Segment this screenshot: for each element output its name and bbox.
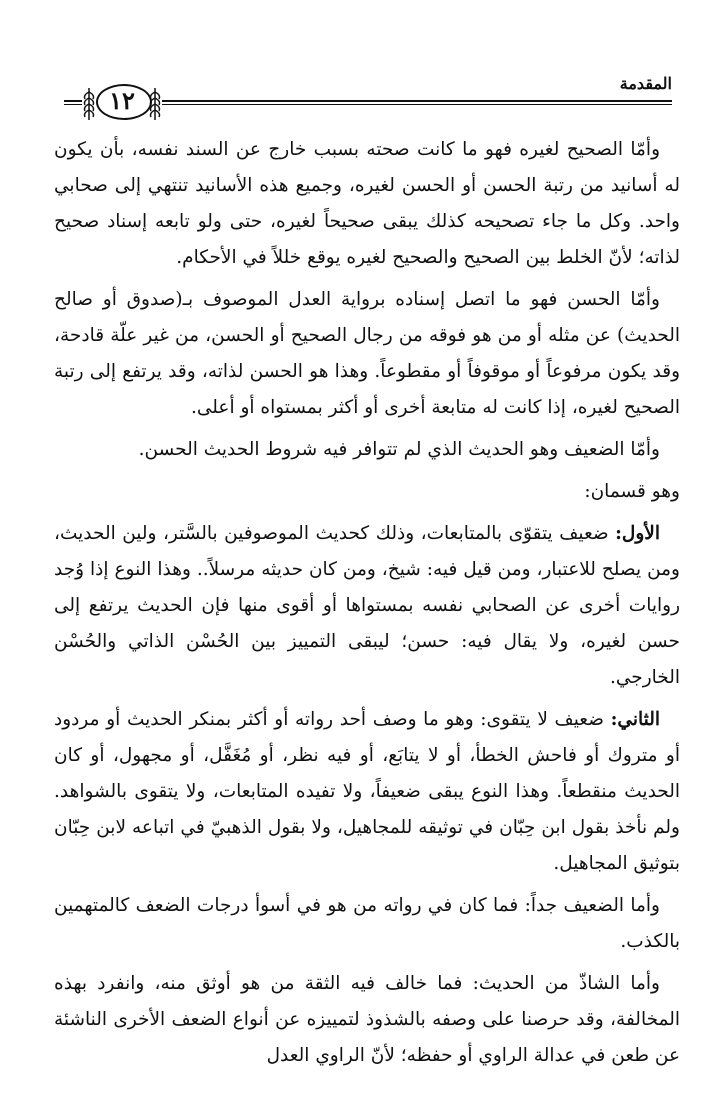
running-header-title: المقدمة (612, 74, 672, 93)
page-number-frame (82, 82, 162, 118)
page-header (64, 74, 672, 114)
header-rule (162, 100, 672, 105)
leaf-ornament-icon (82, 86, 96, 122)
paragraph: وأمّا الصحيح لغيره فهو ما كانت صحته بسبب خارج عن السند نفسه، بأن يكون له أسانيد من رتبة الحسن أو الحسن لغيره، وجميع هذه الأسانيد تنتهي إلى صحابي واحد. وكل ما جاء تصحيحه كذلك يبقى صحيحاً لغيره، حتى ولو تابعه إسناد صحيح لذاته؛ لأنّ الخلط بين الصحيح والصحيح لغيره يوقع خللاً في الأحكام. (54, 139, 681, 268)
paragraph: وأما الشاذّ من الحديث: فما خالف فيه الثقة من هو أوثق منه، وانفرد بهذه المخالفة، وقد حرصنا على وصفه بالشذوذ لتمييزه عن أنواع الضعف الأخرى الناشئة عن طعن في عدالة الراوي أو حفظه؛ لأنّ الراوي العدل (54, 973, 680, 1066)
paragraph: وأمّا الضعيف وهو الحديث الذي لم تتوافر فيه شروط الحديث الحسن. (138, 439, 660, 460)
paragraph: الأول: ضعيف يتقوّى بالمتابعات، وذلك كحديث الموصوفين بالسَّتر، ولين الحديث، ومن يصلح للاعتبار، ومن قيل فيه: شيخ، ومن كان حديثه مرسلاً.. وهذا النوع إذا وُجد روايات أخرى عن الصحابي نفسه بمستواها أو أقوى منها فإن الحديث يرتفع إلى حسن لغيره، ولا يقال فيه: حسن؛ ليبقى التمييز بين الحُسْن الذاتي والحُسْن الخارجي. (54, 523, 680, 688)
paragraph: وأمّا الحسن فهو ما اتصل إسناده برواية العدل الموصوف بـ(صدوق أو صالح الحديث) عن مثله أو من هو فوقه من رجال الصحيح أو الحسن، من غير علّة قادحة، وقد يكون مرفوعاً أو موقوفاً أو مقطوعاً. وهذا هو الحسن لذاته، وقد يرتفع إلى رتبة الصحيح لغيره، إذا كانت له متابعة أخرى أو أكثر بمستواه أو أعلى. (54, 289, 680, 418)
paragraph-lead: الثاني: (610, 709, 660, 730)
body-text (54, 132, 680, 1080)
paragraph: وهو قسمان: (584, 481, 680, 502)
header-rule-left (64, 100, 82, 105)
paragraph: وأما الضعيف جداً: فما كان في رواته من هو في أسوأ درجات الضعف كالمتهمين بالكذب. (54, 895, 680, 952)
paragraph-lead: الأول: (615, 523, 660, 544)
leaf-ornament-icon (148, 86, 162, 122)
page-number: ١٢ (109, 85, 135, 115)
paragraph: الثاني: ضعيف لا يتقوى: وهو ما وصف أحد رواته أو أكثر بمنكر الحديث أو مردود أو متروك أو فاحش الخطأ، أو لا يتابَع، أو فيه نظر، أو مُغَفَّل، أو مجهول، أو كان الحديث منقطعاً. وهذا النوع يبقى ضعيفاً، ولا تفيده المتابعات، ولا يتقوى بالشواهد. ولم نأخذ بقول ابن حِبّان في توثيقه للمجاهيل، ولا بقول الذهبيّ في اتباعه لابن حِبّان بتوثيق المجاهيل. (54, 709, 680, 874)
